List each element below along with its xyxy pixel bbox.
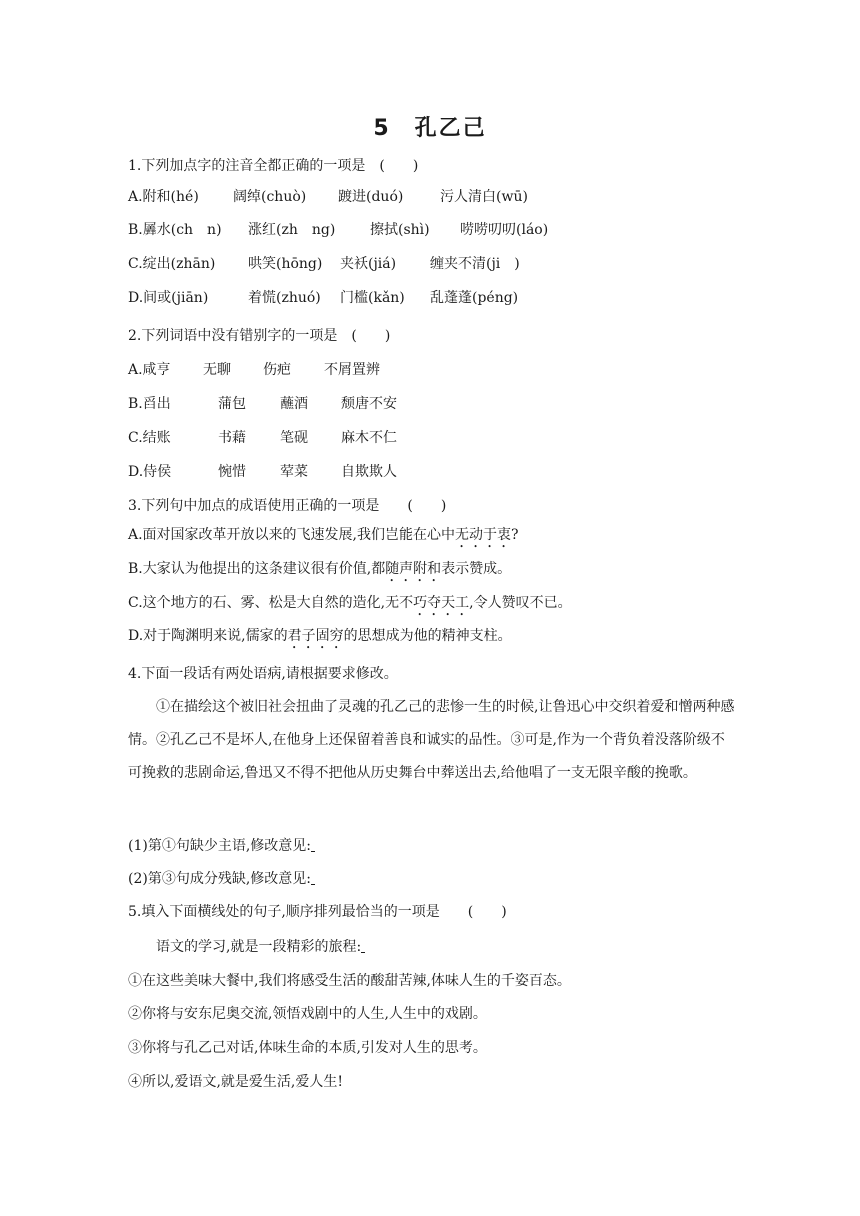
q3-option-c bbox=[128, 593, 572, 619]
q1-c-3: 夹袄(jiá) bbox=[340, 256, 397, 272]
q2-b-2: 蒲包 bbox=[218, 396, 246, 412]
q3-option-d bbox=[128, 626, 512, 652]
q5-answer-blank[interactable] bbox=[361, 938, 365, 953]
q4-sub1-text: (1)第①句缺少主语,修改意见: bbox=[128, 838, 311, 854]
q2-d-4: 自欺欺人 bbox=[341, 464, 397, 480]
q1-d-2: 着慌(zhuó) bbox=[248, 290, 321, 306]
q4-passage: ①在描绘这个被旧社会扭曲了灵魂的孔乙己的悲惨一生的时候,让鲁迅心中交织着爱和憎两种感情。②孔乙己不是坏人,在他身上还保留着善良和诚实的品性。③可是,作为一个背负着没落阶级不可挽救的悲剧命运,鲁迅又不得不把他从历史舞台中葬送出去,给他唱了一支无限辛酸的挽歌。 bbox=[128, 699, 735, 781]
q3-b-tail: 表示赞成。 bbox=[441, 561, 512, 577]
q4-stem: 4.下面一段话有两处语病,请根据要求修改。 bbox=[128, 666, 398, 682]
q2-d-1: D.侍侯 bbox=[128, 464, 172, 480]
q4-sub1-answer-blank[interactable] bbox=[311, 837, 315, 852]
q2-b-1: B.舀出 bbox=[128, 396, 171, 412]
q3-d-tail: 的思想成为他的精神支柱。 bbox=[343, 628, 512, 644]
q3-a-tail: ? bbox=[511, 527, 519, 543]
page-title: 5 孔乙己 bbox=[373, 116, 487, 141]
q3-option-a bbox=[128, 525, 519, 551]
q3-stem: 3.下列句中加点的成语使用正确的一项是 ( ) bbox=[128, 498, 447, 514]
q2-c-4: 麻木不仁 bbox=[341, 430, 397, 446]
q3-d-text: D.对于陶渊明来说,儒家的 bbox=[128, 628, 288, 644]
q3-a-text: A.面对国家改革开放以来的飞速发展,我们岂能在心中 bbox=[128, 527, 456, 543]
q1-a-1: A.附和(hé) bbox=[128, 189, 199, 205]
q3-c-text: C.这个地方的石、雾、松是大自然的造化,无不 bbox=[128, 595, 414, 611]
q3-c-tail: ,令人赞叹不已。 bbox=[469, 595, 572, 611]
q2-a-1: A.咸亨 bbox=[128, 362, 171, 378]
q3-b-idiom: 随声附和 bbox=[385, 561, 442, 577]
q4-sub1 bbox=[128, 836, 315, 856]
q4-sub2 bbox=[128, 869, 315, 889]
q4-sub2-answer-blank[interactable] bbox=[311, 870, 315, 885]
q1-a-3: 踱进(duó) bbox=[338, 189, 404, 205]
q2-a-2: 无聊 bbox=[203, 362, 231, 378]
q2-stem: 2.下列词语中没有错别字的一项是 ( ) bbox=[128, 328, 391, 344]
q2-b-3: 蘸酒 bbox=[280, 396, 308, 412]
q1-c-1: C.绽出(zhān) bbox=[128, 256, 216, 272]
q1-b-4: 唠唠叨叨(láo) bbox=[460, 222, 549, 238]
q3-option-b bbox=[128, 559, 511, 585]
q1-d-4: 乱蓬蓬(péng) bbox=[430, 290, 519, 306]
q1-d-3: 门槛(kǎn) bbox=[340, 290, 405, 306]
q5-sentence-3: ③你将与孔乙己对话,体味生命的本质,引发对人生的思考。 bbox=[128, 1040, 487, 1056]
q3-a-idiom: 无动于衷 bbox=[455, 527, 512, 543]
q2-a-3: 伤疤 bbox=[263, 362, 291, 378]
q1-b-2: 涨红(zh ng) bbox=[248, 222, 336, 238]
q2-b-4: 颓唐不安 bbox=[341, 396, 397, 412]
q5-lead-text: 语文的学习,就是一段精彩的旅程: bbox=[156, 939, 362, 955]
q5-lead bbox=[156, 937, 365, 957]
q1-b-1: B.羼水(ch n) bbox=[128, 222, 222, 238]
q1-a-4: 污人清白(wū) bbox=[440, 189, 528, 205]
q2-d-2: 惋惜 bbox=[218, 464, 246, 480]
q5-sentence-2: ②你将与安东尼奥交流,领悟戏剧中的人生,人生中的戏剧。 bbox=[128, 1006, 487, 1022]
q5-sentence-1: ①在这些美味大餐中,我们将感受生活的酸甜苦辣,体味人生的千姿百态。 bbox=[128, 973, 571, 989]
q1-a-2: 阔绰(chuò) bbox=[233, 189, 307, 205]
q1-d-1: D.间或(jiān) bbox=[128, 290, 209, 306]
q2-c-1: C.结账 bbox=[128, 430, 171, 446]
q2-a-4: 不屑置辨 bbox=[324, 362, 380, 378]
q2-c-2: 书藉 bbox=[218, 430, 246, 446]
q3-d-idiom: 君子固穷 bbox=[287, 628, 344, 644]
q3-b-text: B.大家认为他提出的这条建议很有价值,都 bbox=[128, 561, 386, 577]
q3-c-idiom: 巧夺天工 bbox=[413, 595, 470, 611]
q2-c-3: 笔砚 bbox=[280, 430, 308, 446]
q1-stem: 1.下列加点字的注音全都正确的一项是 ( ) bbox=[128, 158, 419, 174]
q1-b-3: 擦拭(shì) bbox=[370, 222, 430, 238]
q5-stem: 5.填入下面横线处的句子,顺序排列最恰当的一项是 ( ) bbox=[128, 904, 507, 920]
q1-c-4: 缠夹不清(ji ) bbox=[430, 256, 520, 272]
q5-sentence-4: ④所以,爱语文,就是爱生活,爱人生! bbox=[128, 1074, 343, 1090]
q4-sub2-text: (2)第③句成分残缺,修改意见: bbox=[128, 871, 311, 887]
q1-c-2: 哄笑(hōng) bbox=[248, 256, 323, 272]
q2-d-3: 荤菜 bbox=[280, 464, 308, 480]
